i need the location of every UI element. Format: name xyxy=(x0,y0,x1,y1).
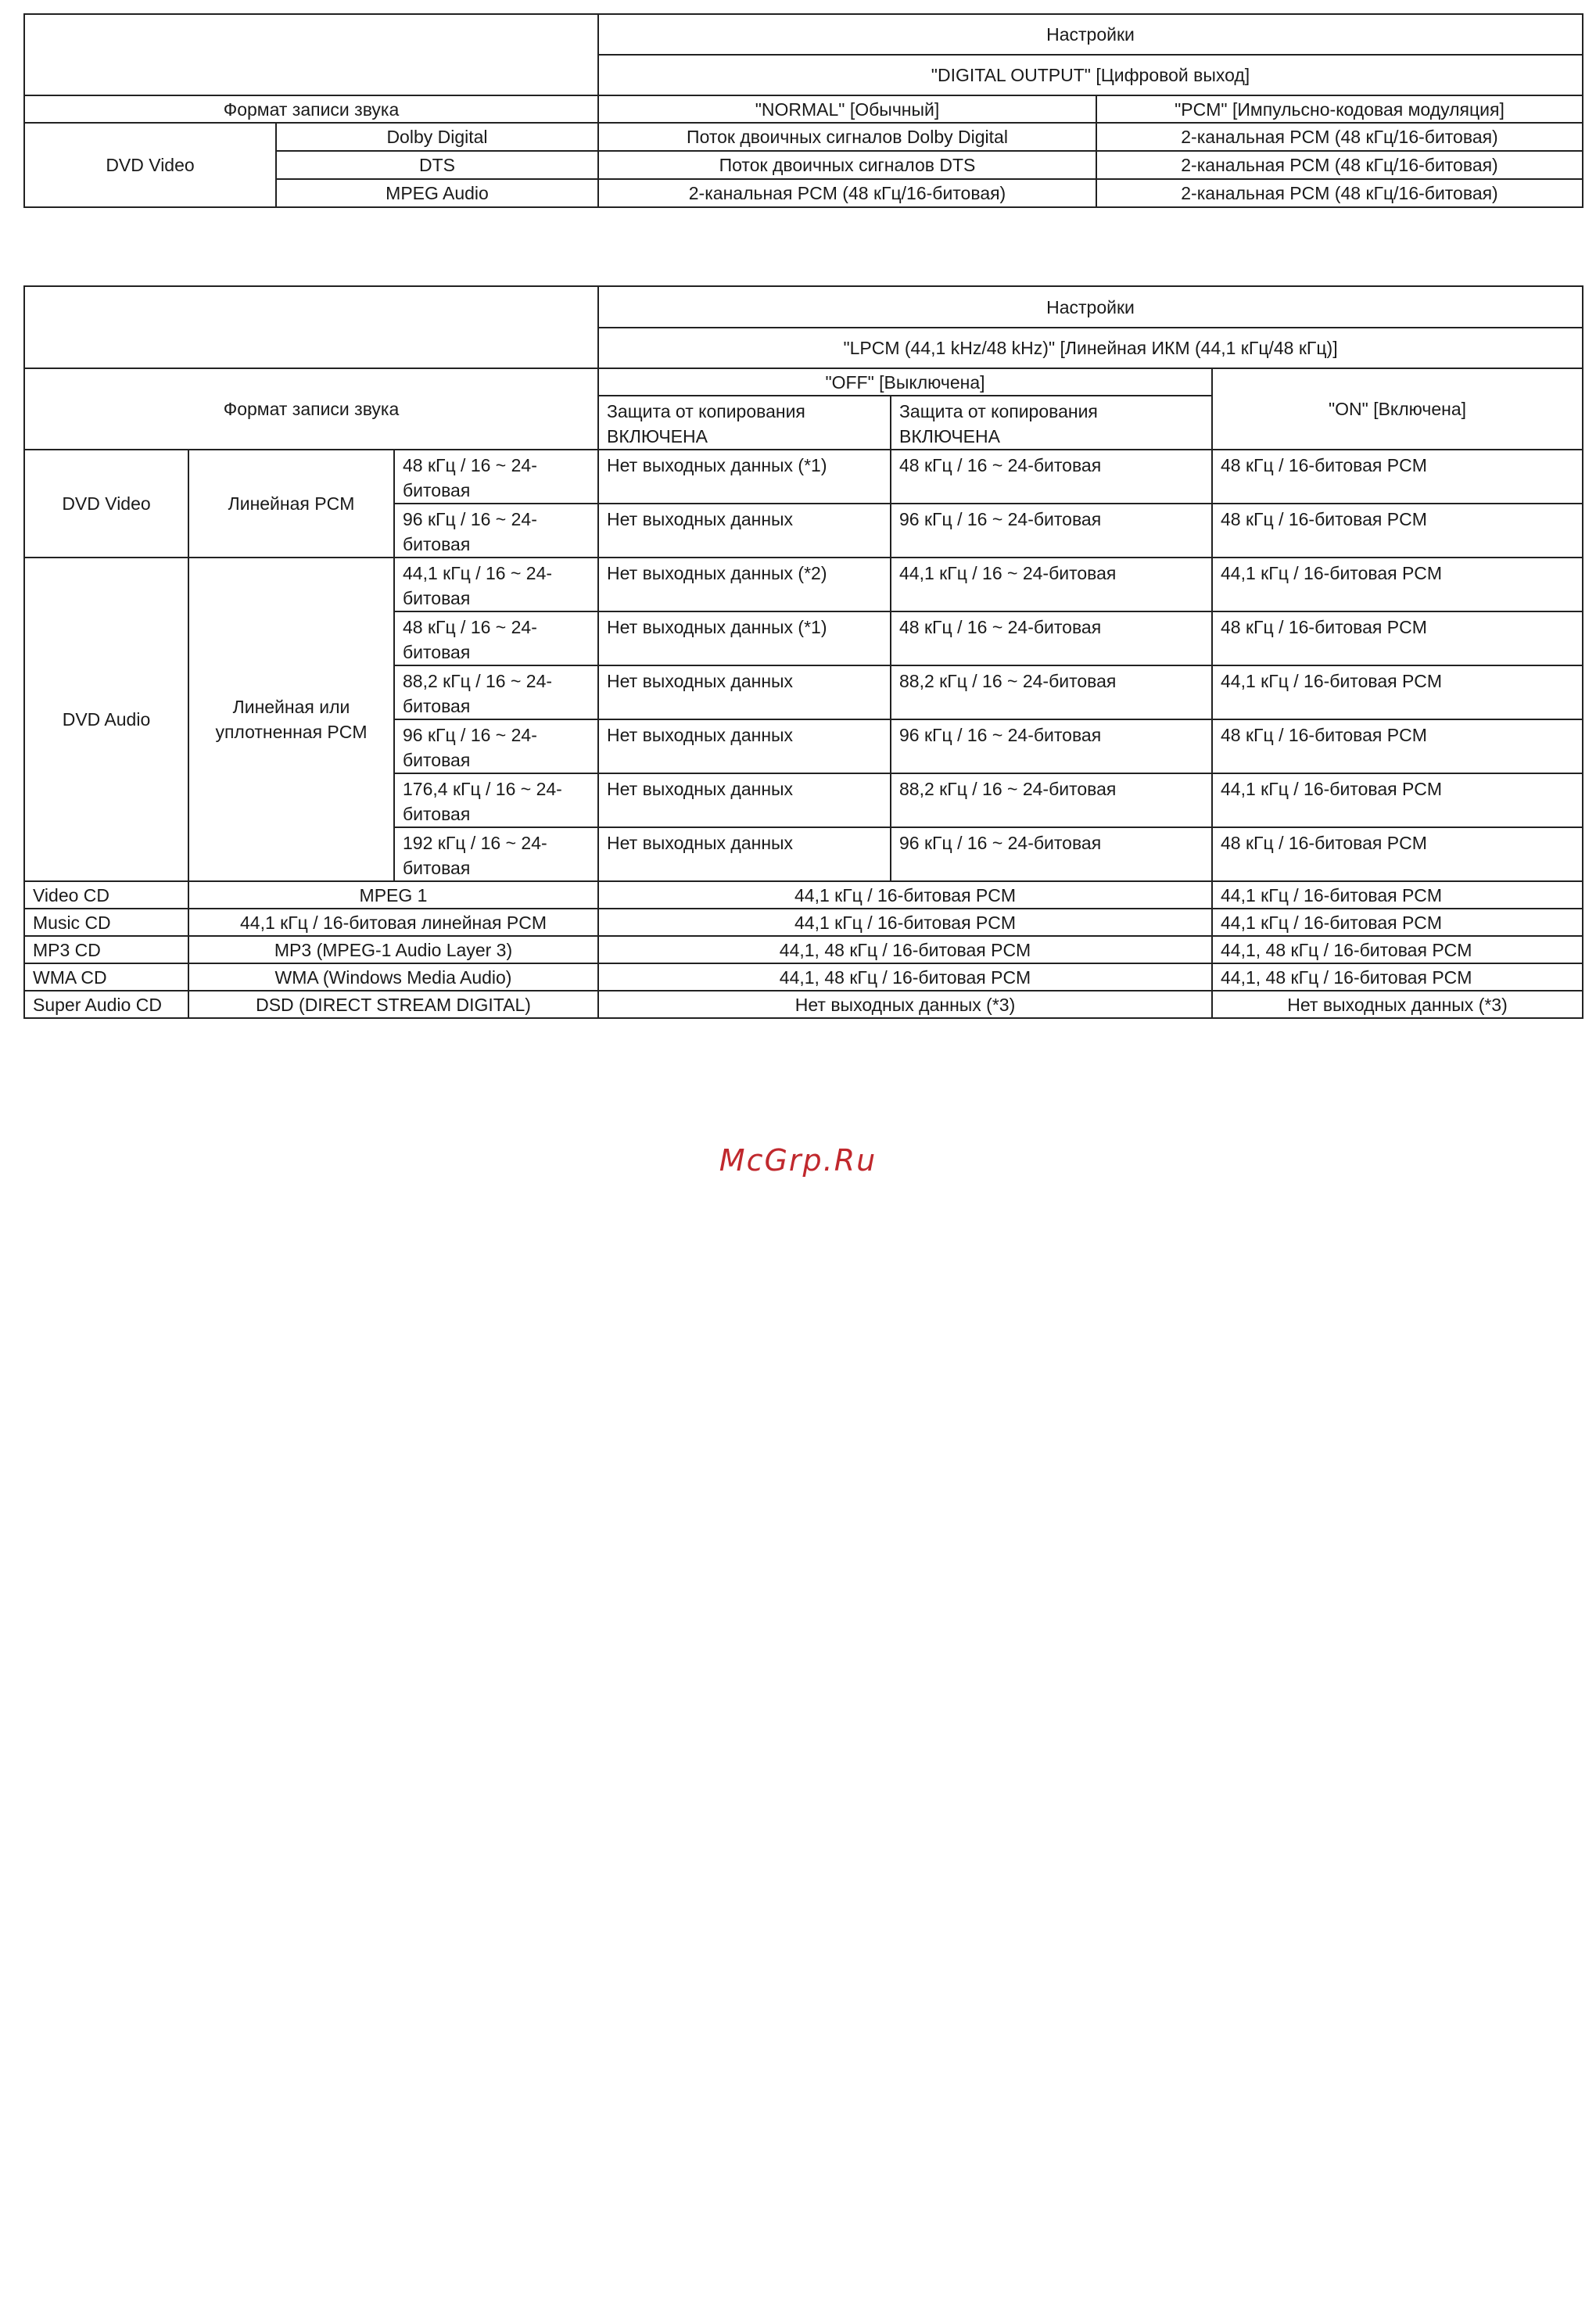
table-cell: 44,1 кГц / 16 ~ 24-битовая xyxy=(394,558,598,611)
table1-empty-corner xyxy=(24,14,598,95)
table-row xyxy=(24,991,1583,1018)
table-cell: 48 кГц / 16-битовая PCM xyxy=(1212,827,1583,881)
table2-on-header: "ON" [Включена] xyxy=(1212,368,1583,450)
table-cell: 44,1 кГц / 16-битовая PCM xyxy=(598,909,1212,936)
table-cell: 44,1, 48 кГц / 16-битовая PCM xyxy=(1212,936,1583,963)
table-cell: 96 кГц / 16 ~ 24-битовая xyxy=(891,504,1212,558)
codec-cell: DSD (DIRECT STREAM DIGITAL) xyxy=(188,991,598,1018)
table-cell: 44,1, 48 кГц / 16-битовая PCM xyxy=(1212,963,1583,991)
codec-cell: Линейная PCM xyxy=(188,450,394,558)
table-cell: 44,1, 48 кГц / 16-битовая PCM xyxy=(598,936,1212,963)
table-cell: 44,1 кГц / 16-битовая PCM xyxy=(1212,909,1583,936)
table-cell: 96 кГц / 16 ~ 24-битовая xyxy=(394,504,598,558)
table1-group-label: DVD Video xyxy=(24,123,276,207)
table-cell: 96 кГц / 16 ~ 24-битовая xyxy=(891,827,1212,881)
table-cell: Dolby Digital xyxy=(276,123,598,151)
table2-off-header: "OFF" [Выключена] xyxy=(598,368,1212,396)
disc-type-cell: Super Audio CD xyxy=(24,991,188,1018)
table2-settings-header: Настройки xyxy=(598,286,1583,328)
table2-copy-protection-header-1: Защита от копирования ВКЛЮЧЕНА xyxy=(598,396,891,450)
table-cell: Нет выходных данных xyxy=(598,665,891,719)
table1-normal-header: "NORMAL" [Обычный] xyxy=(598,95,1096,123)
table-cell: Поток двоичных сигналов DTS xyxy=(598,151,1096,179)
digital-output-table xyxy=(23,13,1583,208)
table1-pcm-header: "PCM" [Импульсно-кодовая модуляция] xyxy=(1096,95,1583,123)
disc-type-cell: WMA CD xyxy=(24,963,188,991)
table-cell: 176,4 кГц / 16 ~ 24-битовая xyxy=(394,773,598,827)
table-cell: 2-канальная PCM (48 кГц/16-битовая) xyxy=(1096,123,1583,151)
table-row xyxy=(24,881,1583,909)
codec-cell: 44,1 кГц / 16-битовая линейная PCM xyxy=(188,909,598,936)
table-row xyxy=(24,963,1583,991)
codec-cell: MPEG 1 xyxy=(188,881,598,909)
table-cell: MPEG Audio xyxy=(276,179,598,207)
table-cell: 96 кГц / 16 ~ 24-битовая xyxy=(394,719,598,773)
table-cell: 48 кГц / 16-битовая PCM xyxy=(1212,504,1583,558)
table1-format-header: Формат записи звука xyxy=(24,95,598,123)
disc-type-cell: DVD Audio xyxy=(24,558,188,881)
table-cell: Нет выходных данных xyxy=(598,504,891,558)
table-cell: 44,1 кГц / 16-битовая PCM xyxy=(1212,881,1583,909)
table-row xyxy=(24,909,1583,936)
table-row xyxy=(24,558,1583,611)
table2-lpcm-header: "LPCM (44,1 kHz/48 kHz)" [Линейная ИКМ (44,1 кГц/48 кГц)] xyxy=(598,328,1583,368)
table-cell: 88,2 кГц / 16 ~ 24-битовая xyxy=(891,665,1212,719)
table-cell: 44,1 кГц / 16-битовая PCM xyxy=(598,881,1212,909)
table1-digital-output-header: "DIGITAL OUTPUT" [Цифровой выход] xyxy=(598,55,1583,95)
table-cell: 44,1, 48 кГц / 16-битовая PCM xyxy=(598,963,1212,991)
table-cell: Нет выходных данных (*3) xyxy=(598,991,1212,1018)
table-cell: 48 кГц / 16-битовая PCM xyxy=(1212,450,1583,504)
codec-cell: Линейная или уплотненная PCM xyxy=(188,558,394,881)
table-cell: 44,1 кГц / 16-битовая PCM xyxy=(1212,665,1583,719)
watermark-logo: McGrp.Ru xyxy=(719,1143,877,1178)
disc-type-cell: DVD Video xyxy=(24,450,188,558)
table-row xyxy=(24,450,1583,504)
disc-type-cell: Music CD xyxy=(24,909,188,936)
table-cell: 2-канальная PCM (48 кГц/16-битовая) xyxy=(598,179,1096,207)
table2-empty-corner xyxy=(24,286,598,368)
table-cell: Нет выходных данных (*3) xyxy=(1212,991,1583,1018)
table-cell: 2-канальная PCM (48 кГц/16-битовая) xyxy=(1096,179,1583,207)
table-cell: DTS xyxy=(276,151,598,179)
table1-settings-header: Настройки xyxy=(598,14,1583,55)
table-cell: Нет выходных данных xyxy=(598,827,891,881)
table2-format-header: Формат записи звука xyxy=(24,368,598,450)
table-cell: 88,2 кГц / 16 ~ 24-битовая xyxy=(891,773,1212,827)
disc-type-cell: Video CD xyxy=(24,881,188,909)
table-cell: 48 кГц / 16 ~ 24-битовая xyxy=(394,450,598,504)
table-cell: 88,2 кГц / 16 ~ 24-битовая xyxy=(394,665,598,719)
lpcm-table xyxy=(23,285,1583,1019)
table-cell: 48 кГц / 16-битовая PCM xyxy=(1212,611,1583,665)
table-cell: Нет выходных данных (*1) xyxy=(598,450,891,504)
table-cell: 48 кГц / 16 ~ 24-битовая xyxy=(891,611,1212,665)
table-cell: 96 кГц / 16 ~ 24-битовая xyxy=(891,719,1212,773)
table-cell: 44,1 кГц / 16-битовая PCM xyxy=(1212,773,1583,827)
table-cell: 48 кГц / 16 ~ 24-битовая xyxy=(394,611,598,665)
disc-type-cell: MP3 CD xyxy=(24,936,188,963)
codec-cell: WMA (Windows Media Audio) xyxy=(188,963,598,991)
table-row xyxy=(24,936,1583,963)
table-cell: Поток двоичных сигналов Dolby Digital xyxy=(598,123,1096,151)
table-cell: 48 кГц / 16-битовая PCM xyxy=(1212,719,1583,773)
codec-cell: MP3 (MPEG-1 Audio Layer 3) xyxy=(188,936,598,963)
table-cell: 44,1 кГц / 16 ~ 24-битовая xyxy=(891,558,1212,611)
table-cell: Нет выходных данных xyxy=(598,773,891,827)
table-cell: Нет выходных данных (*2) xyxy=(598,558,891,611)
table-cell: 44,1 кГц / 16-битовая PCM xyxy=(1212,558,1583,611)
table-cell: Нет выходных данных (*1) xyxy=(598,611,891,665)
table-cell: 48 кГц / 16 ~ 24-битовая xyxy=(891,450,1212,504)
table-row xyxy=(24,123,1583,151)
table2-copy-protection-header-2: Защита от копирования ВКЛЮЧЕНА xyxy=(891,396,1212,450)
table-cell: Нет выходных данных xyxy=(598,719,891,773)
table-cell: 192 кГц / 16 ~ 24-битовая xyxy=(394,827,598,881)
table-cell: 2-канальная PCM (48 кГц/16-битовая) xyxy=(1096,151,1583,179)
